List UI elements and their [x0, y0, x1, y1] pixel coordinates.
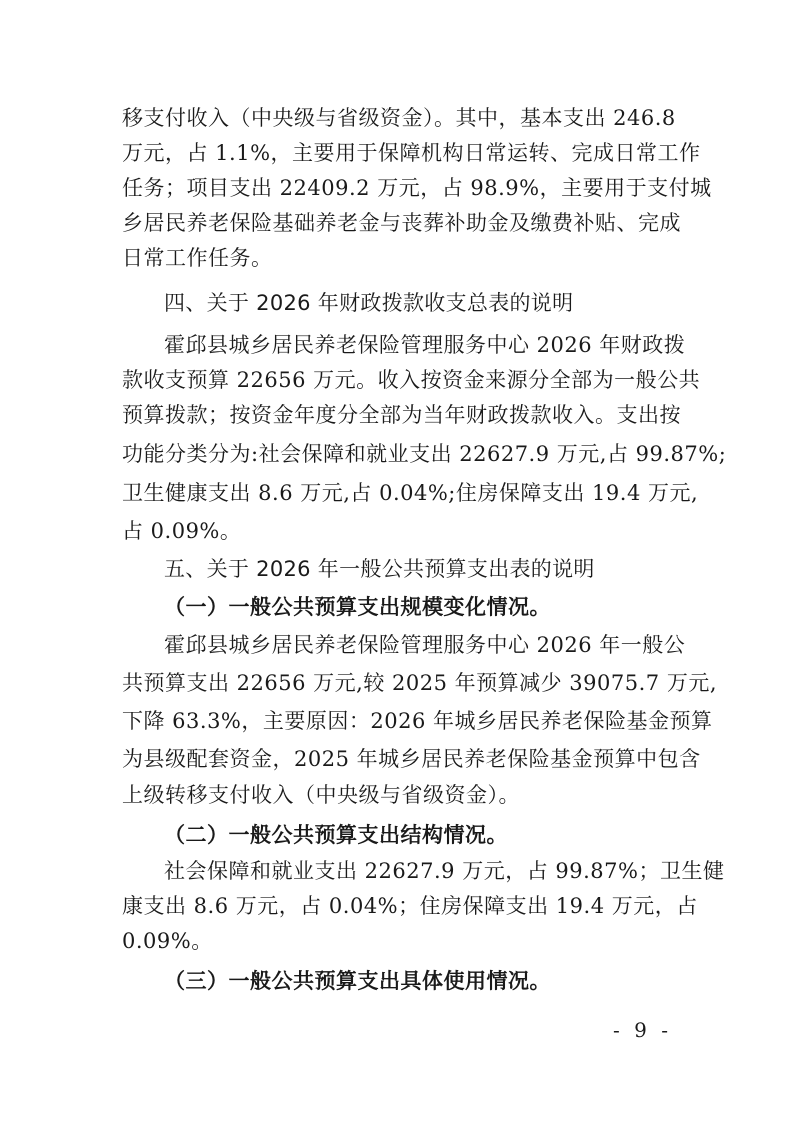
body-line: 霍邱县城乡居民养老保险管理服务中心 2026 年一般公 [164, 633, 686, 657]
body-line: 任务；项目支出 22409.2 万元，占 98.9%，主要用于支付城 [122, 176, 712, 200]
body-line: 0.09%。 [122, 929, 213, 953]
body-line: 乡居民养老保险基础养老金与丧葬补助金及缴费补贴、完成 [122, 211, 681, 235]
section-heading-4: 四、关于 2026 年财政拨款收支总表的说明 [164, 291, 574, 315]
body-line: 下降 63.3%，主要原因：2026 年城乡居民养老保险基金预算 [122, 709, 713, 733]
section-heading-5: 五、关于 2026 年一般公共预算支出表的说明 [164, 557, 595, 581]
body-line: 功能分类分为:社会保障和就业支出 22627.9 万元,占 99.87%; [122, 442, 727, 466]
body-line: 霍邱县城乡居民养老保险管理服务中心 2026 年财政拨 [164, 333, 686, 357]
body-line: 上级转移支付收入（中央级与省级资金）。 [122, 783, 520, 807]
subsection-heading-3: （三）一般公共预算支出具体使用情况。 [164, 968, 551, 993]
subsection-heading-1: （一）一般公共预算支出规模变化情况。 [164, 594, 551, 619]
body-line: 占 0.09%。 [122, 519, 242, 543]
body-line: 康支出 8.6 万元，占 0.04%；住房保障支出 19.4 万元，占 [122, 894, 698, 918]
body-line: 款收支预算 22656 万元。收入按资金来源分全部为一般公共 [122, 368, 701, 392]
body-line: 移支付收入（中央级与省级资金）。其中，基本支出 246.8 [122, 106, 676, 130]
body-line: 预算拨款；按资金年度分全部为当年财政拨款收入。支出按 [122, 403, 681, 427]
body-line: 为县级配套资金，2025 年城乡居民养老保险基金预算中包含 [122, 747, 701, 771]
body-line: 日常工作任务。 [122, 246, 273, 270]
page-number: - 9 - [613, 1018, 672, 1042]
body-line: 社会保障和就业支出 22627.9 万元，占 99.87%；卫生健 [164, 859, 725, 883]
body-line: 卫生健康支出 8.6 万元,占 0.04%;住房保障支出 19.4 万元, [122, 481, 699, 505]
body-line: 万元，占 1.1%，主要用于保障机构日常运转、完成日常工作 [122, 141, 701, 165]
subsection-heading-2: （二）一般公共预算支出结构情况。 [164, 822, 508, 847]
body-line: 共预算支出 22656 万元,较 2025 年预算减少 39075.7 万元, [122, 671, 717, 695]
